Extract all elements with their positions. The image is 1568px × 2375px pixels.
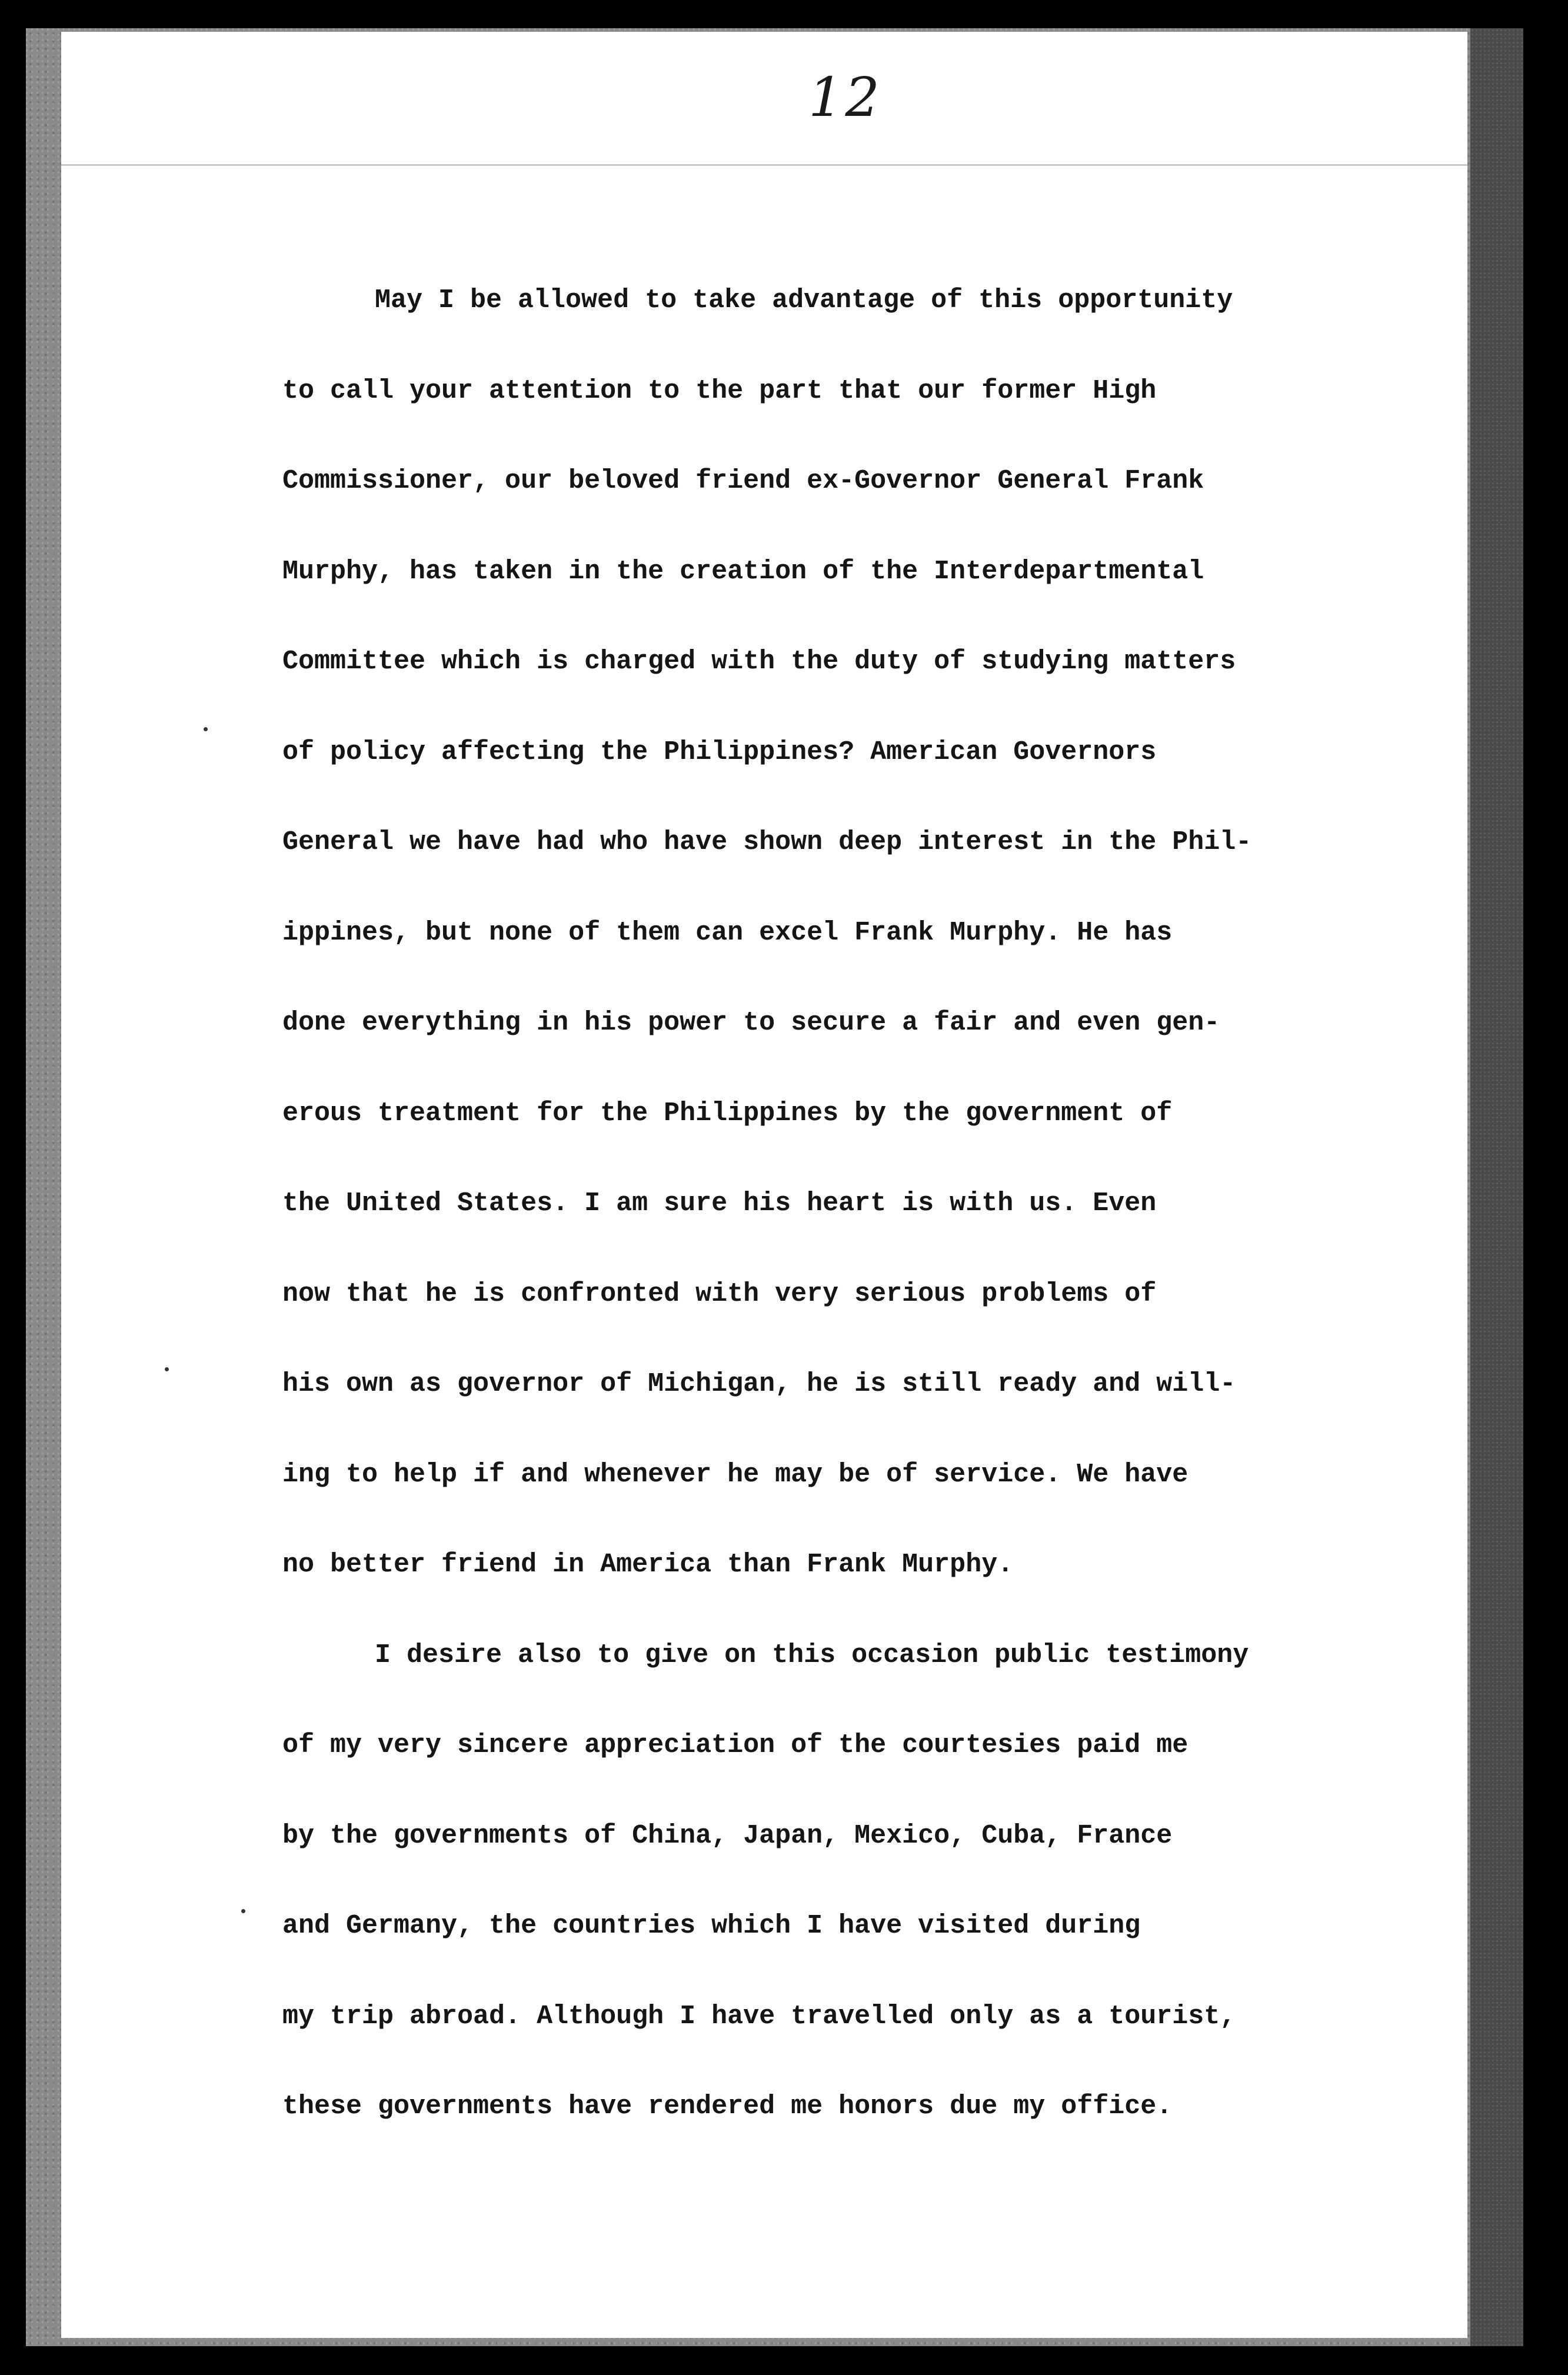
text-line: Committee which is charged with the duty of studying matters (282, 647, 1236, 677)
document-body (282, 255, 1447, 2152)
text-line: May I be allowed to take advantage of this opportunity (375, 285, 1233, 315)
scan-speck (204, 727, 208, 731)
text-line: ippines, but none of them can excel Frank Murphy. He has (282, 917, 1173, 948)
text-line: of my very sincere appreciation of the courtesies paid me (282, 1730, 1189, 1760)
text-line: to call your attention to the part that our former High (282, 375, 1157, 406)
text-line: erous treatment for the Philippines by the government of (282, 1098, 1173, 1128)
text-line: the United States. I am sure his heart is with us. Even (282, 1188, 1157, 1218)
page-header (61, 32, 1467, 166)
page-number: 12 (808, 66, 883, 129)
text-line: of policy affecting the Philippines? American Governors (282, 737, 1157, 767)
scan-speck (241, 1909, 245, 1913)
sheet-edge-shadow (1470, 28, 1523, 2346)
document-page (61, 32, 1467, 2338)
text-line: these governments have rendered me honors due my office. (282, 2091, 1173, 2121)
text-line: ing to help if and whenever he may be of service. We have (282, 1459, 1189, 1490)
scanned-sheet (26, 28, 1523, 2346)
scan-speck (165, 1367, 169, 1371)
text-line: by the governments of China, Japan, Mexico, Cuba, France (282, 1820, 1173, 1851)
text-line: now that he is confronted with very serious problems of (282, 1278, 1157, 1309)
text-line: General we have had who have shown deep interest in the Phil- (282, 827, 1252, 857)
text-line: I desire also to give on this occasion public testimony (375, 1640, 1249, 1670)
text-line: Murphy, has taken in the creation of the Interdepartmental (282, 556, 1204, 587)
text-line: no better friend in America than Frank Murphy. (282, 1550, 1014, 1580)
text-line: done everything in his power to secure a fair and even gen- (282, 1008, 1220, 1038)
paragraph (282, 1610, 1447, 2152)
text-line: my trip abroad. Although I have travelled only as a tourist, (282, 2001, 1236, 2031)
text-line: Commissioner, our beloved friend ex-Governor General Frank (282, 466, 1204, 496)
text-line: his own as governor of Michigan, he is still ready and will- (282, 1369, 1236, 1399)
text-line: and Germany, the countries which I have visited during (282, 1911, 1141, 1941)
paragraph (282, 255, 1447, 1610)
